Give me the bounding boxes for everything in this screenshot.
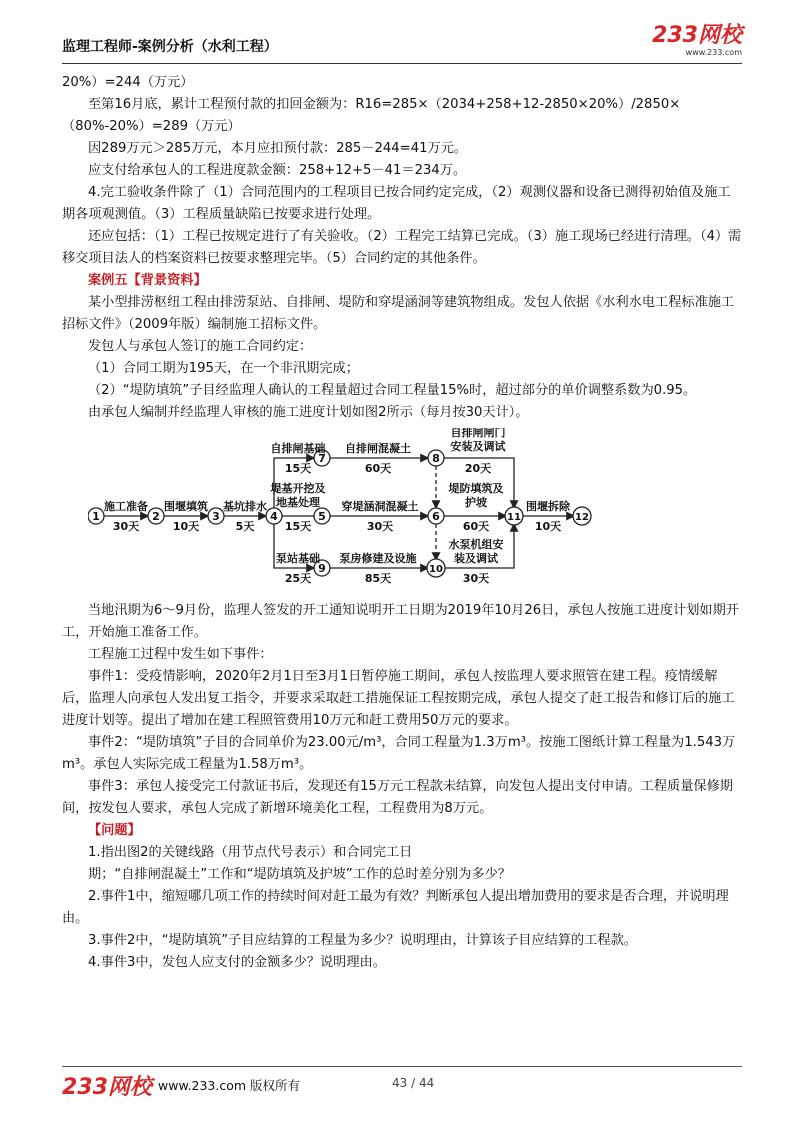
node-8: [428, 450, 444, 466]
activity-days: 30天: [366, 520, 394, 533]
question-item: 期；“自排闸混凝土”工作和“堤防填筑及护坡”工作的总时差分别为多少？: [88, 867, 511, 882]
svg-text:4: 4: [270, 510, 278, 523]
activity-days: 30天: [112, 520, 140, 533]
network-diagram: [88, 428, 688, 588]
activity-label: 地基处理: [276, 496, 320, 509]
svg-text:8: 8: [432, 452, 440, 465]
paragraph: 应支付给承包人的工程进度款金额：258+12+5－41＝234万。: [88, 163, 467, 178]
questions-title: 【问题】: [88, 823, 141, 838]
paragraph: 至第16月底，累计工程预付款的扣回金额为：R16=285×（2034+258+12-2850×20%）/2850×（80%-20%）=289（万元）: [62, 97, 681, 134]
footer-copyright: www.233.com 版权所有: [158, 1078, 300, 1093]
svg-text:12: 12: [575, 512, 589, 523]
footer-divider: [62, 1066, 742, 1067]
svg-text:2: 2: [152, 510, 160, 523]
logo-text: 233网校: [652, 23, 742, 48]
activity-label: 护坡: [465, 496, 487, 509]
page-number: 43 / 44: [392, 1076, 435, 1090]
background-paragraph: 发包人与承包人签订的施工合同约定：: [88, 339, 313, 354]
node-1: [88, 508, 104, 524]
activity-days: 85天: [364, 572, 392, 585]
activity-days: 30天: [462, 572, 490, 585]
activity-label: 堤基开挖及: [270, 482, 326, 495]
node-5: [314, 508, 330, 524]
svg-text:5: 5: [318, 510, 326, 523]
node-2: [148, 508, 164, 524]
activity-days: 10天: [534, 520, 562, 533]
paragraph: 还应包括：（1）工程已按规定进行了有关验收。（2）工程完工结算已完成。（3）施工现场已经进行清理。（4）需移交项目法人的档案资料已按要求整理完毕。（5）合同约定的其他条件。: [62, 229, 742, 266]
activity-label: 泵房修建及设施: [339, 552, 417, 565]
background-paragraph: 由承包人编制并经监理人审核的施工进度计划如图2所示（每月按30天计）。: [88, 405, 529, 420]
header-divider: [62, 63, 742, 64]
event-paragraph: 事件2：“堤防填筑”子目的合同单价为23.00元/m³，合同工程量为1.3万m³。按施工图纸计算工程量为1.543万m³。承包人实际完成工程量为1.58万m³。: [62, 735, 736, 772]
page-header: [62, 23, 742, 60]
background-paragraph: （2）“堤防填筑”子目经监理人确认的工程量超过合同工程量15%时，超过部分的单价调整系数为0.95。: [88, 383, 697, 398]
activity-days: 10天: [172, 520, 200, 533]
activity-label: 泵站基础: [276, 552, 320, 565]
page-footer: [62, 1070, 742, 1100]
node-10: [427, 559, 445, 577]
node-4: [266, 508, 282, 524]
activity-days: 20天: [464, 462, 492, 475]
svg-text:10: 10: [429, 564, 443, 575]
paragraph: 因289万元＞285万元，本月应扣预付款：285－244=41万元。: [88, 141, 468, 156]
footer-logo[interactable]: 233网校: [62, 1075, 152, 1100]
section-title: 案例五【背景资料】: [88, 273, 207, 288]
question-item: 1.指出图2的关键线路（用节点代号表示）和合同完工日: [88, 845, 413, 860]
background-paragraph: 某小型排涝枢纽工程由排涝泵站、自排闸、堤防和穿堤涵洞等建筑物组成。发包人依据《水利水电工程标准施工招标文件》（2009年版）编制施工招标文件。: [62, 295, 735, 332]
question-item: 2.事件1中，缩短哪几项工作的持续时间对赶工最为有效？判断承包人提出增加费用的要求是否合理，并说明理由。: [62, 889, 729, 926]
event-paragraph: 事件1：受疫情影响，2020年2月1日至3月1日暂停施工期间，承包人按监理人要求照管在建工程。疫情缓解后，监理人向承包人发出复工指令，并要求采取赶工措施保证工程按期完成，承包人提交了赶工报告和修订后的施工进度计划等。提出了增加在建工程照管费用10万元和赶工费用50万元的要求。: [62, 669, 735, 728]
activity-label: 装及调试: [454, 552, 498, 565]
activity-label: 自排闸闸门: [450, 428, 506, 439]
activity-days: 25天: [284, 572, 312, 585]
activity-label: 施工准备: [104, 500, 148, 513]
document-body: [62, 72, 742, 974]
activity-days: 60天: [462, 520, 490, 533]
activity-label: 围堰填筑: [164, 500, 208, 513]
svg-text:7: 7: [318, 452, 326, 465]
events-intro: 工程施工过程中发生如下事件：: [88, 647, 273, 662]
activity-label: 穿堤涵洞混凝土: [341, 500, 419, 513]
activity-days: 15天: [284, 520, 312, 533]
logo-url: www.233.com: [685, 48, 742, 57]
svg-text:9: 9: [318, 562, 326, 575]
activity-label: 水泵机组安: [448, 538, 504, 551]
activity-label: 堤防填筑及: [448, 482, 504, 495]
activity-label: 自排闸基础: [270, 442, 326, 455]
node-11: [505, 507, 523, 525]
node-12: [573, 507, 591, 525]
activity-label: 自排闸混凝土: [345, 442, 411, 455]
background-paragraph: （1）合同工期为195天，在一个非汛期完成；: [88, 361, 359, 376]
header-title: 监理工程师-案例分析（水利工程）: [62, 39, 278, 55]
node-6: [428, 508, 444, 524]
paragraph: 20%）=244（万元）: [62, 75, 194, 90]
activity-label: 基坑排水: [223, 500, 267, 513]
paragraph: 4.完工验收条件除了（1）合同范围内的工程项目已按合同约定完成，（2）观测仪器和设备已测得初始值及施工期各项观测值。（3）工程质量缺陷已按要求进行处理。: [62, 185, 731, 222]
svg-text:1: 1: [92, 510, 100, 523]
svg-text:6: 6: [432, 510, 440, 523]
activity-days: 60天: [364, 462, 392, 475]
question-item: 4.事件3中，发包人应支付的金额多少？说明理由。: [88, 955, 386, 970]
event-paragraph: 事件3：承包人接受完工付款证书后，发现还有15万元工程款未结算，向发包人提出支付申请。工程质量保修期间，按发包人要求，承包人完成了新增环境美化工程，工程费用为8万元。: [62, 779, 733, 816]
events-intro: 当地汛期为6～9月份，监理人签发的开工通知说明开工日期为2019年10月26日，承包人按施工进度计划如期开工，开始施工准备工作。: [62, 603, 739, 640]
activity-days: 15天: [284, 462, 312, 475]
node-3: [208, 508, 224, 524]
activity-label: 围堰拆除: [526, 500, 570, 513]
svg-text:3: 3: [212, 510, 220, 523]
activity-days: 5天: [235, 520, 255, 533]
activity-label: 安装及调试: [450, 440, 506, 453]
brand-logo[interactable]: [652, 24, 742, 57]
svg-text:11: 11: [507, 512, 521, 523]
question-item: 3.事件2中，“堤防填筑”子目应结算的工程量为多少？说明理由，计算该子目应结算的工程款。: [88, 933, 637, 948]
